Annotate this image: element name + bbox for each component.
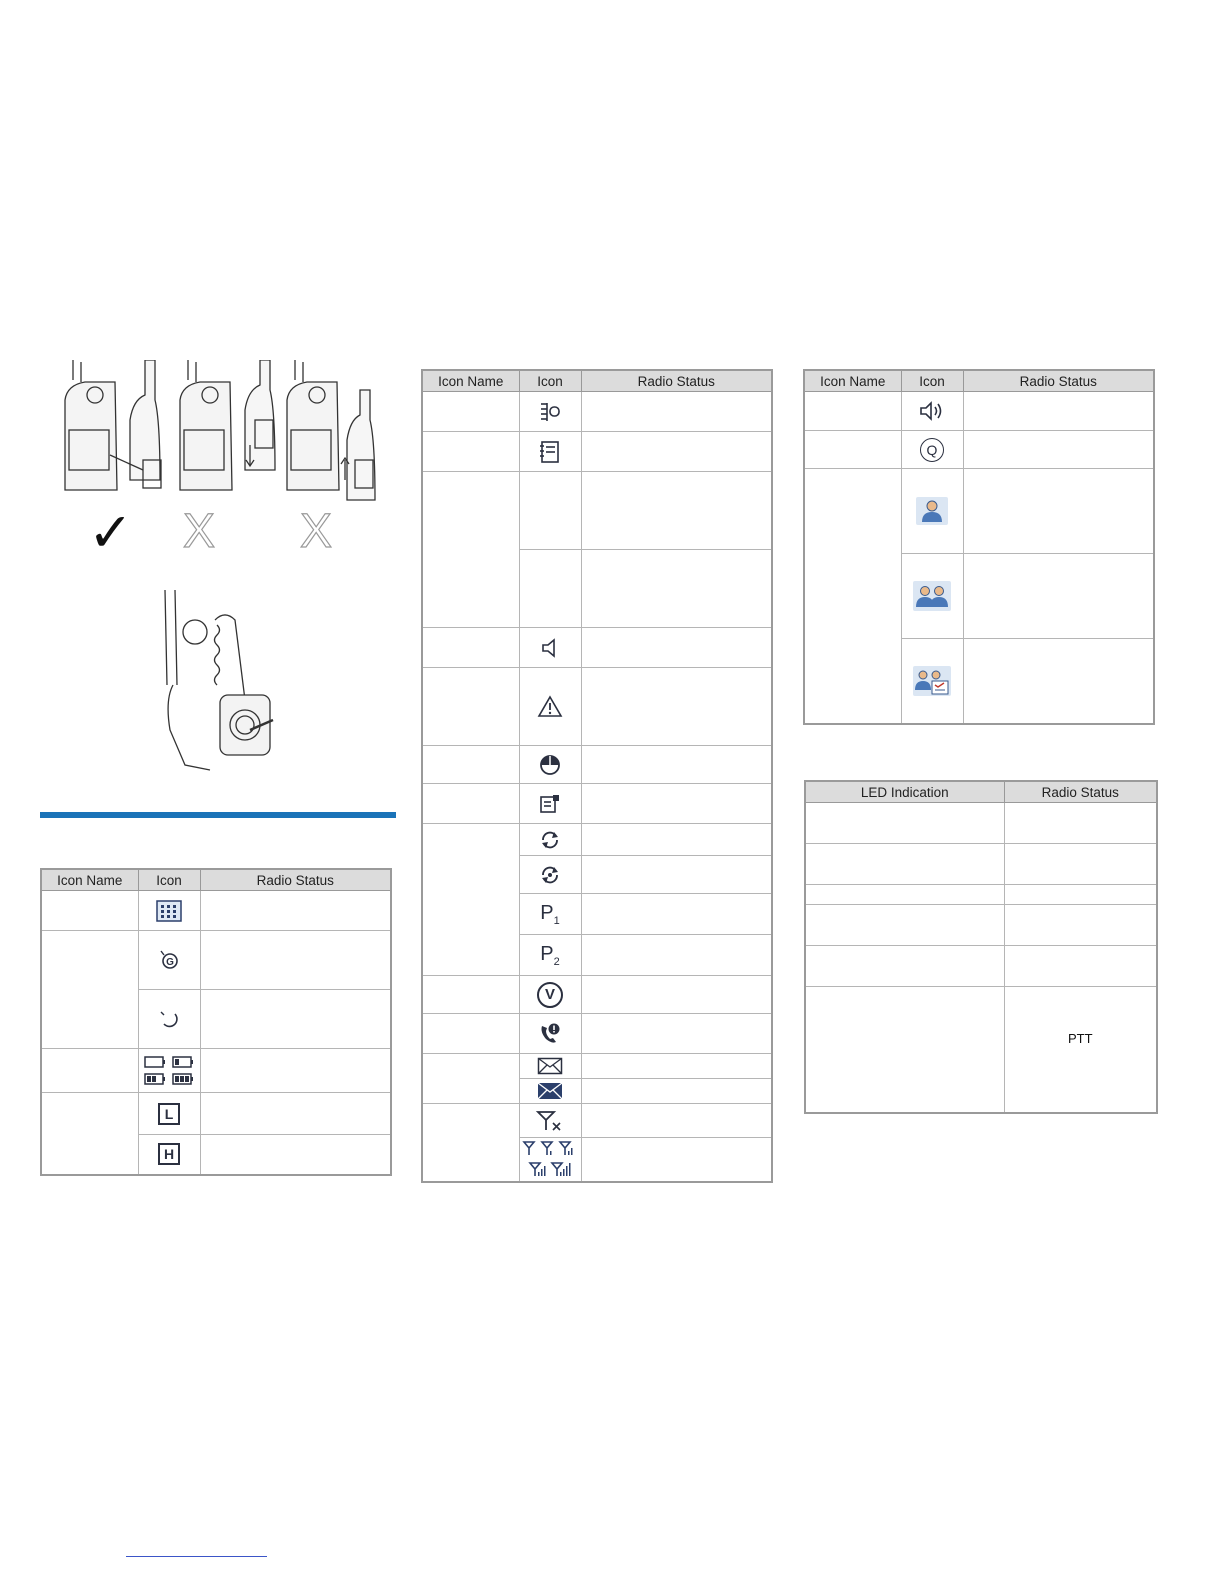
message-read-icon (537, 1082, 563, 1100)
table-row (804, 431, 1154, 469)
cross-mark-2: X (300, 505, 333, 558)
table-row (422, 392, 772, 432)
keypad-grid-icon (156, 900, 182, 922)
header-radio-status: Radio Status (963, 370, 1154, 392)
svg-text:G: G (166, 957, 174, 968)
footer-link-underline[interactable] (126, 1556, 267, 1557)
priority-1-icon: $P_1$ (540, 901, 560, 927)
warning-icon (537, 695, 563, 719)
table-row (805, 885, 1157, 905)
table-row (805, 803, 1157, 844)
repeat-icon (539, 830, 561, 850)
call-alert-icon (538, 1022, 562, 1046)
table-row (805, 905, 1157, 946)
table-row (41, 891, 391, 931)
table-row (422, 824, 772, 856)
table-row (41, 1049, 391, 1093)
table-row (804, 469, 1154, 554)
table-row (422, 976, 772, 1014)
table-row (41, 1093, 391, 1135)
ptt-label: PTT (1004, 987, 1157, 1113)
led-indication-table (804, 780, 1158, 1114)
header-icon-name: Icon Name (422, 370, 519, 392)
loudspeaker-icon (918, 400, 946, 422)
header-icon: Icon (138, 869, 200, 891)
scan-arrow-icon (158, 1008, 180, 1030)
table-row (422, 1054, 772, 1079)
all-call-icon (912, 665, 952, 697)
header-radio-status: Radio Status (200, 869, 391, 891)
icon-table-middle (421, 369, 773, 1183)
no-signal-icon (535, 1109, 565, 1133)
power-high-icon: H (158, 1143, 180, 1165)
table-row (422, 1014, 772, 1054)
table-row (422, 746, 772, 784)
header-led-indication: LED Indication (805, 781, 1004, 803)
table-row (41, 931, 391, 990)
table-row (805, 844, 1157, 885)
header-icon: Icon (519, 370, 581, 392)
priority-2-icon: $P_2$ (540, 942, 560, 968)
notes-icon (538, 793, 562, 815)
half-circle-icon (538, 753, 562, 777)
power-low-icon: L (158, 1103, 180, 1125)
table-row (805, 987, 1157, 1113)
header-radio-status: Radio Status (581, 370, 772, 392)
contacts-book-icon (539, 440, 561, 464)
repeat-dot-icon (539, 864, 561, 886)
table-row (422, 1104, 772, 1138)
table-row (422, 628, 772, 668)
table-row (804, 392, 1154, 431)
quiet-icon: Q (920, 438, 944, 462)
header-icon-name: Icon Name (804, 370, 901, 392)
private-call-icon (915, 496, 949, 526)
table-header-row (41, 869, 391, 891)
icon-table-right (803, 369, 1155, 725)
check-mark: ✓ (88, 503, 134, 563)
accessory-lock-figure (155, 590, 285, 775)
header-icon-name: Icon Name (41, 869, 138, 891)
signal-strength-icon (521, 1139, 579, 1179)
table-header-row (804, 370, 1154, 392)
header-radio-status: Radio Status (1004, 781, 1157, 803)
table-row (422, 432, 772, 472)
table-row (422, 472, 772, 550)
table-row (805, 946, 1157, 987)
header-icon: Icon (901, 370, 963, 392)
table-header-row (805, 781, 1157, 803)
vox-icon: V (537, 982, 563, 1008)
battery-levels-icon (143, 1054, 195, 1088)
table-row (422, 668, 772, 746)
message-unread-icon (537, 1057, 563, 1075)
speaker-icon (540, 637, 560, 659)
torch-icon (538, 401, 562, 423)
group-call-icon (912, 580, 952, 612)
table-row (422, 784, 772, 824)
gps-off-icon (157, 948, 181, 972)
table-header-row (422, 370, 772, 392)
cross-mark-1: X (183, 505, 216, 558)
section-divider (40, 812, 396, 818)
icon-table-left (40, 868, 392, 1176)
